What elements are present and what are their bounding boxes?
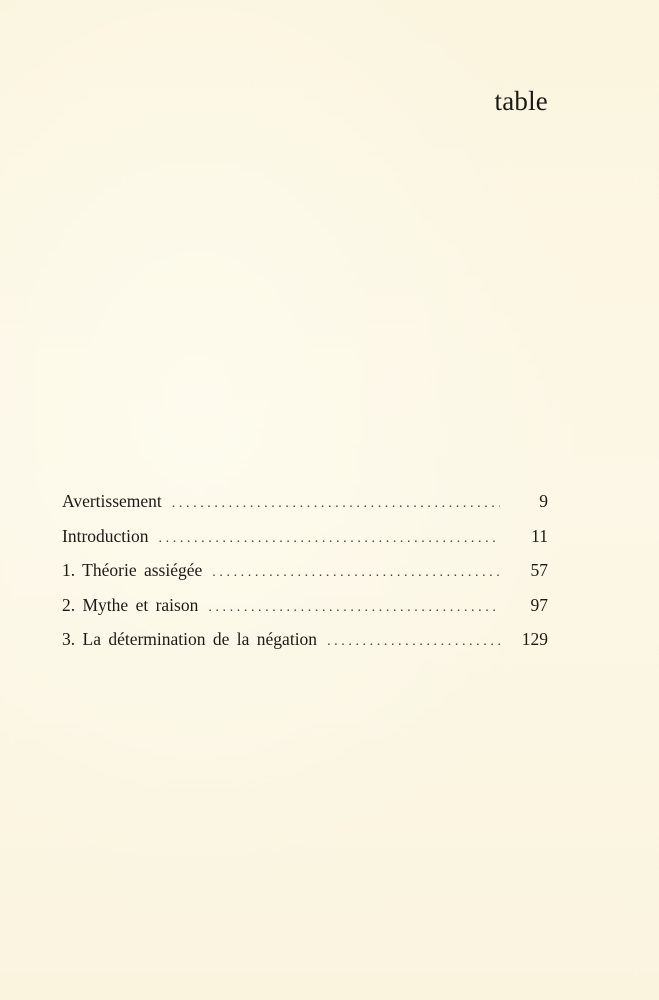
toc-entry-page-number: 9 — [539, 491, 548, 511]
toc-entry-page-number: 11 — [531, 525, 548, 546]
toc-dot-leader — [212, 565, 500, 581]
toc-dot-leader — [208, 600, 500, 616]
table-of-contents — [62, 491, 548, 664]
toc-entry-chapter-3 — [62, 629, 548, 664]
toc-entry-label: 1. Théorie assiégée — [62, 560, 203, 580]
toc-entry-introduction — [62, 526, 548, 561]
toc-entry-label: Avertissement — [62, 491, 162, 511]
toc-entry-chapter-1 — [62, 560, 548, 595]
toc-entry-avertissement — [62, 491, 548, 526]
page-title: table — [494, 86, 548, 116]
toc-entry-chapter-2 — [62, 595, 548, 630]
toc-entry-page-number: 97 — [530, 594, 548, 615]
toc-entry-label: Introduction — [62, 525, 149, 546]
toc-entry-page-number: 129 — [521, 629, 548, 649]
toc-entry-label: 2. Mythe et raison — [62, 594, 199, 615]
toc-entry-label: 3. La détermination de la négation — [62, 629, 318, 649]
toc-entry-page-number: 57 — [530, 560, 548, 580]
toc-dot-leader — [327, 634, 500, 650]
toc-dot-leader — [159, 531, 500, 547]
toc-dot-leader — [172, 496, 500, 512]
